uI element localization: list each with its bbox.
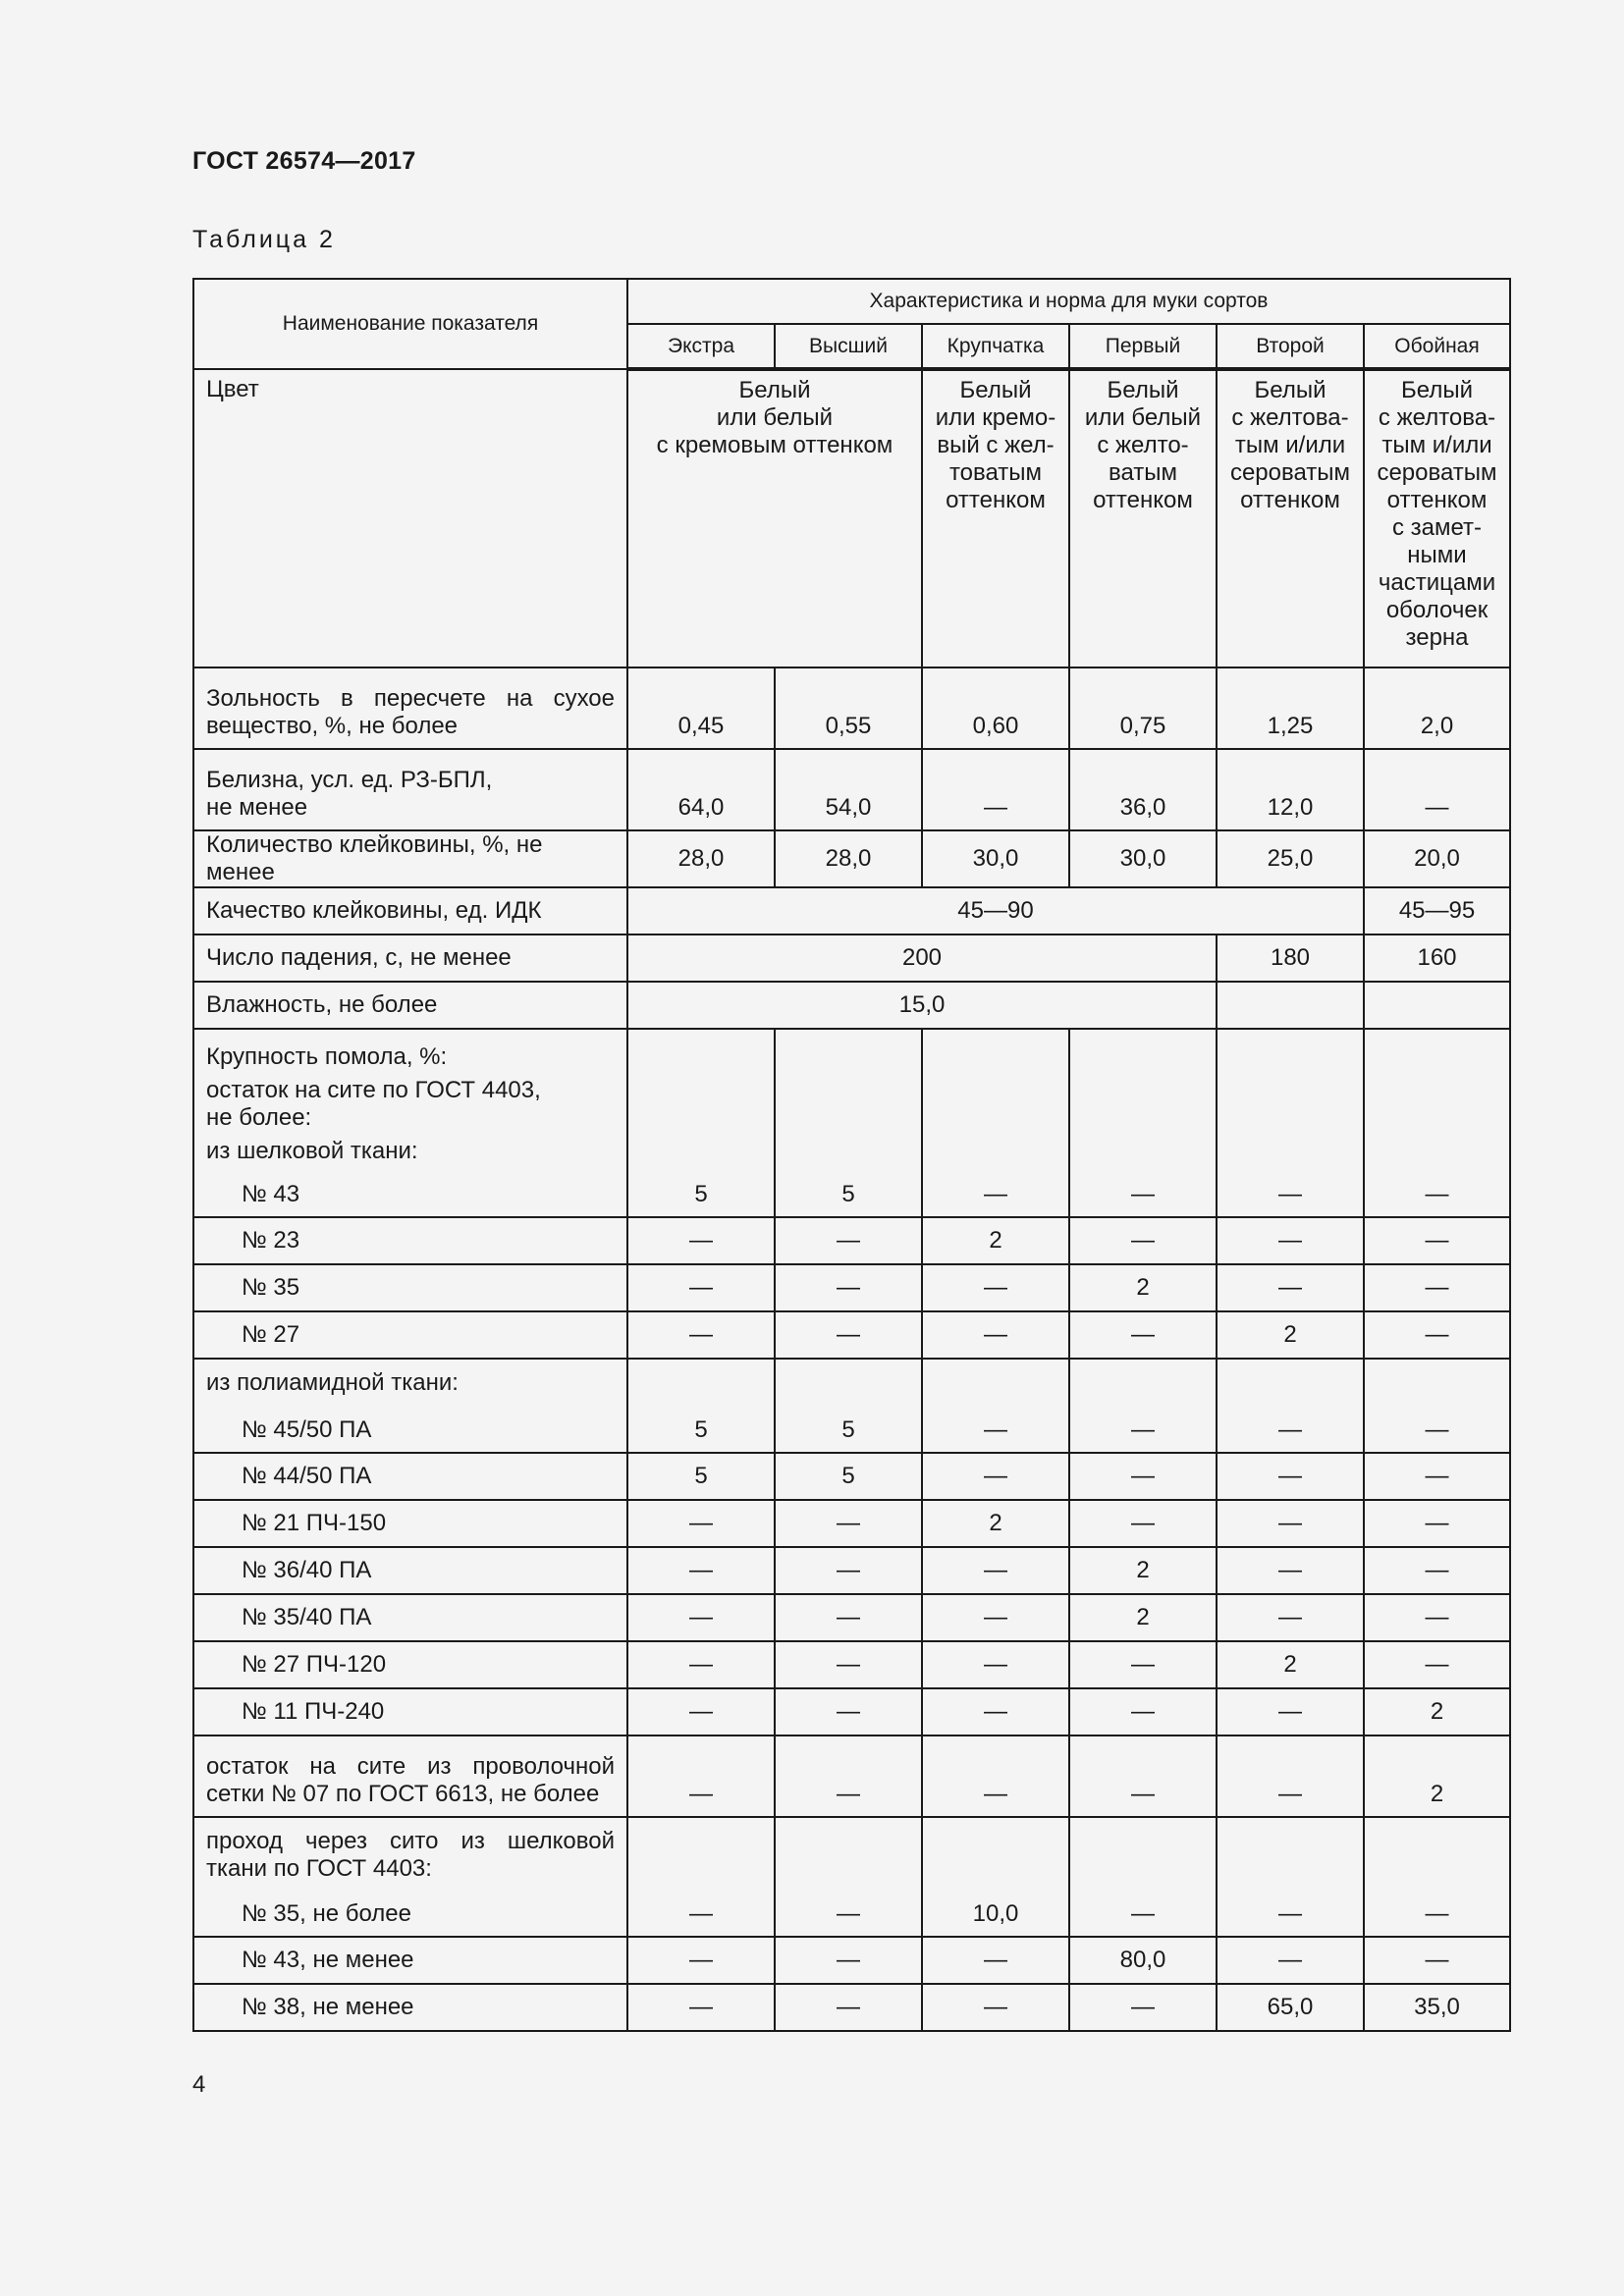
table-row <box>193 1217 1510 1264</box>
row-label: Количество клейковины, %, не менее <box>193 830 627 887</box>
row-label: № 27 ПЧ-120 <box>193 1641 627 1688</box>
table-cell: 0,60 <box>922 667 1069 749</box>
table-cell: 2 <box>922 1217 1069 1264</box>
table-cell: Белый или кремо- вый с жел- товатым оттенком <box>922 369 1069 667</box>
table-cell: — <box>1364 1453 1510 1500</box>
table-cell: — <box>1364 1500 1510 1547</box>
table-cell: — <box>922 1264 1069 1311</box>
table-cell: — <box>1217 1264 1364 1311</box>
table-cell: — <box>922 1594 1069 1641</box>
table-cell: 2 <box>1069 1547 1217 1594</box>
header-grades-group: Характеристика и норма для муки сортов <box>627 279 1510 324</box>
table-row <box>193 1359 1510 1453</box>
table-cell: — <box>922 1735 1069 1817</box>
table-cell: 36,0 <box>1069 749 1217 830</box>
table-row <box>193 1817 1510 1937</box>
row-label: Число падения, с, не менее <box>193 934 627 982</box>
row-label: остаток на сите из проволочной сетки № 07 по ГОСТ 6613, не более <box>193 1735 627 1817</box>
table-cell: 45—95 <box>1364 887 1510 934</box>
table-cell: — <box>1217 1547 1364 1594</box>
table-cell: 2 <box>1217 1641 1364 1688</box>
row-label: № 23 <box>193 1217 627 1264</box>
table-cell: — <box>922 1029 1069 1217</box>
table-cell: — <box>1069 1217 1217 1264</box>
table-cell: — <box>775 1688 922 1735</box>
table-cell: — <box>1069 1984 1217 2031</box>
table-row <box>193 1029 1510 1217</box>
table-row <box>193 887 1510 934</box>
table-row <box>193 1641 1510 1688</box>
table-cell: — <box>627 1735 775 1817</box>
table-cell: 65,0 <box>1217 1984 1364 2031</box>
table-cell: — <box>775 1217 922 1264</box>
table-cell <box>1364 982 1510 1029</box>
table-cell: — <box>627 1688 775 1735</box>
header-grade: Высший <box>775 324 922 369</box>
table-cell <box>1217 982 1364 1029</box>
table-cell: — <box>1364 1359 1510 1453</box>
table-cell: — <box>1069 1453 1217 1500</box>
table-cell: — <box>1217 1937 1364 1984</box>
header-grade: Обойная <box>1364 324 1510 369</box>
table-cell: — <box>922 749 1069 830</box>
row-label: № 35 <box>193 1264 627 1311</box>
table-row <box>193 982 1510 1029</box>
table-cell: — <box>1069 1029 1217 1217</box>
table-cell: — <box>1217 1817 1364 1937</box>
table-cell: — <box>1364 1817 1510 1937</box>
table-cell: 25,0 <box>1217 830 1364 887</box>
table-cell: — <box>1364 1937 1510 1984</box>
table-cell: 5 <box>627 1453 775 1500</box>
table-cell: Белый или белый с кремовым оттенком <box>627 369 922 667</box>
table-cell: 54,0 <box>775 749 922 830</box>
table-cell: 2 <box>1364 1735 1510 1817</box>
row-label: № 21 ПЧ-150 <box>193 1500 627 1547</box>
table-cell: 2 <box>922 1500 1069 1547</box>
table-cell: — <box>1364 749 1510 830</box>
table-row <box>193 369 1510 667</box>
table-cell: — <box>775 1264 922 1311</box>
table-cell: — <box>627 1984 775 2031</box>
header-indicator: Наименование показателя <box>193 279 627 369</box>
row-label: № 36/40 ПА <box>193 1547 627 1594</box>
table-cell: — <box>775 1594 922 1641</box>
table-row <box>193 1594 1510 1641</box>
table-row <box>193 1984 1510 2031</box>
table-cell: — <box>775 1311 922 1359</box>
table-cell: — <box>1364 1547 1510 1594</box>
table-row <box>193 1547 1510 1594</box>
row-label: № 35/40 ПА <box>193 1594 627 1641</box>
table-cell: — <box>775 1547 922 1594</box>
row-label: № 27 <box>193 1311 627 1359</box>
table-cell: — <box>1217 1029 1364 1217</box>
table-cell: — <box>627 1264 775 1311</box>
table-cell: 2 <box>1069 1594 1217 1641</box>
table-cell: — <box>627 1547 775 1594</box>
table-cell: 28,0 <box>775 830 922 887</box>
row-label: Влажность, не более <box>193 982 627 1029</box>
table-cell: — <box>1217 1500 1364 1547</box>
table-cell: — <box>1217 1735 1364 1817</box>
table-cell: — <box>1217 1688 1364 1735</box>
row-label: № 38, не менее <box>193 1984 627 2031</box>
row-label: № 43, не менее <box>193 1937 627 1984</box>
table-cell: 80,0 <box>1069 1937 1217 1984</box>
table-cell: — <box>627 1937 775 1984</box>
table-cell: 5 <box>627 1029 775 1217</box>
table-cell: — <box>1069 1500 1217 1547</box>
table-cell: 5 <box>627 1359 775 1453</box>
row-label: Крупность помола, %: остаток на сите по ГОСТ 4403, не более: из шелковой ткани: № 43 <box>193 1029 627 1217</box>
table-cell: 2 <box>1069 1264 1217 1311</box>
table-row <box>193 667 1510 749</box>
table-cell: 200 <box>627 934 1217 982</box>
row-label: № 11 ПЧ-240 <box>193 1688 627 1735</box>
table-cell: Белый или белый с желто- ватым оттенком <box>1069 369 1217 667</box>
table-row <box>193 749 1510 830</box>
table-row <box>193 1688 1510 1735</box>
header-grade: Экстра <box>627 324 775 369</box>
table-cell: — <box>775 1500 922 1547</box>
table-cell: — <box>922 1641 1069 1688</box>
table-cell: 12,0 <box>1217 749 1364 830</box>
table-cell: — <box>922 1688 1069 1735</box>
row-label: Цвет <box>193 369 627 667</box>
table-row <box>193 1311 1510 1359</box>
table-cell: — <box>627 1311 775 1359</box>
table-cell: 2 <box>1364 1688 1510 1735</box>
table-cell: 15,0 <box>627 982 1217 1029</box>
table-cell: — <box>1364 1264 1510 1311</box>
table-cell: 28,0 <box>627 830 775 887</box>
table-cell: — <box>922 1937 1069 1984</box>
table-cell: — <box>627 1594 775 1641</box>
header-grade: Первый <box>1069 324 1217 369</box>
table-row <box>193 1453 1510 1500</box>
table-cell: 35,0 <box>1364 1984 1510 2031</box>
row-label: Качество клейковины, ед. ИДК <box>193 887 627 934</box>
table-row <box>193 830 1510 887</box>
table-cell: — <box>1217 1359 1364 1453</box>
header-grade: Крупчатка <box>922 324 1069 369</box>
table-cell: 64,0 <box>627 749 775 830</box>
table-cell: 180 <box>1217 934 1364 982</box>
table-cell: — <box>922 1359 1069 1453</box>
table-cell: 0,45 <box>627 667 775 749</box>
table-cell: Белый с желтова- тым и/или сероватым оттенком <box>1217 369 1364 667</box>
table-cell: — <box>922 1547 1069 1594</box>
table-cell: — <box>775 1937 922 1984</box>
table-cell: — <box>775 1817 922 1937</box>
row-label: № 44/50 ПА <box>193 1453 627 1500</box>
table-cell: — <box>1069 1311 1217 1359</box>
flour-spec-table <box>192 278 1511 2032</box>
table-cell: — <box>922 1453 1069 1500</box>
table-cell: 45—90 <box>627 887 1364 934</box>
table-cell: — <box>1217 1217 1364 1264</box>
table-row <box>193 1937 1510 1984</box>
row-label: Белизна, усл. ед. РЗ-БПЛ, не менее <box>193 749 627 830</box>
table-row <box>193 1500 1510 1547</box>
table-cell: 0,75 <box>1069 667 1217 749</box>
table-cell: — <box>627 1500 775 1547</box>
table-cell: — <box>627 1641 775 1688</box>
table-cell: — <box>1364 1029 1510 1217</box>
document-code: ГОСТ 26574—2017 <box>192 147 416 175</box>
table-cell: 30,0 <box>1069 830 1217 887</box>
table-cell: 5 <box>775 1359 922 1453</box>
table-caption: Таблица 2 <box>192 226 336 253</box>
table-cell: 1,25 <box>1217 667 1364 749</box>
page-number: 4 <box>192 2071 206 2098</box>
table-cell: — <box>1069 1817 1217 1937</box>
table-cell: — <box>1217 1594 1364 1641</box>
table-cell: 2 <box>1217 1311 1364 1359</box>
table-cell: — <box>1069 1359 1217 1453</box>
row-label: Зольность в пересчете на сухое вещество, %, не более <box>193 667 627 749</box>
table-row <box>193 1264 1510 1311</box>
header-grade: Второй <box>1217 324 1364 369</box>
table-cell: 160 <box>1364 934 1510 982</box>
table-cell: 5 <box>775 1029 922 1217</box>
table-cell: — <box>1069 1688 1217 1735</box>
row-label: проход через сито из шелковой ткани по ГОСТ 4403: № 35, не более <box>193 1817 627 1937</box>
table-cell: 10,0 <box>922 1817 1069 1937</box>
table-row <box>193 1735 1510 1817</box>
table-cell: — <box>775 1641 922 1688</box>
table-cell: — <box>1364 1594 1510 1641</box>
table-cell: — <box>627 1817 775 1937</box>
table-row <box>193 934 1510 982</box>
row-label: из полиамидной ткани: № 45/50 ПА <box>193 1359 627 1453</box>
table-cell: 5 <box>775 1453 922 1500</box>
table-cell: 20,0 <box>1364 830 1510 887</box>
table-cell: — <box>1364 1217 1510 1264</box>
table-cell: — <box>1069 1641 1217 1688</box>
table-cell: 30,0 <box>922 830 1069 887</box>
table-cell: 2,0 <box>1364 667 1510 749</box>
table-cell: — <box>1364 1311 1510 1359</box>
table-cell: — <box>922 1984 1069 2031</box>
table-cell: — <box>1217 1453 1364 1500</box>
table-cell: — <box>775 1984 922 2031</box>
table-cell: — <box>1364 1641 1510 1688</box>
table-cell: Белый с желтова- тым и/или сероватым оттенком с замет- ными частицами оболочек зерна <box>1364 369 1510 667</box>
table-cell: — <box>1069 1735 1217 1817</box>
table-cell: 0,55 <box>775 667 922 749</box>
table-cell: — <box>922 1311 1069 1359</box>
table-cell: — <box>775 1735 922 1817</box>
table-cell: — <box>627 1217 775 1264</box>
